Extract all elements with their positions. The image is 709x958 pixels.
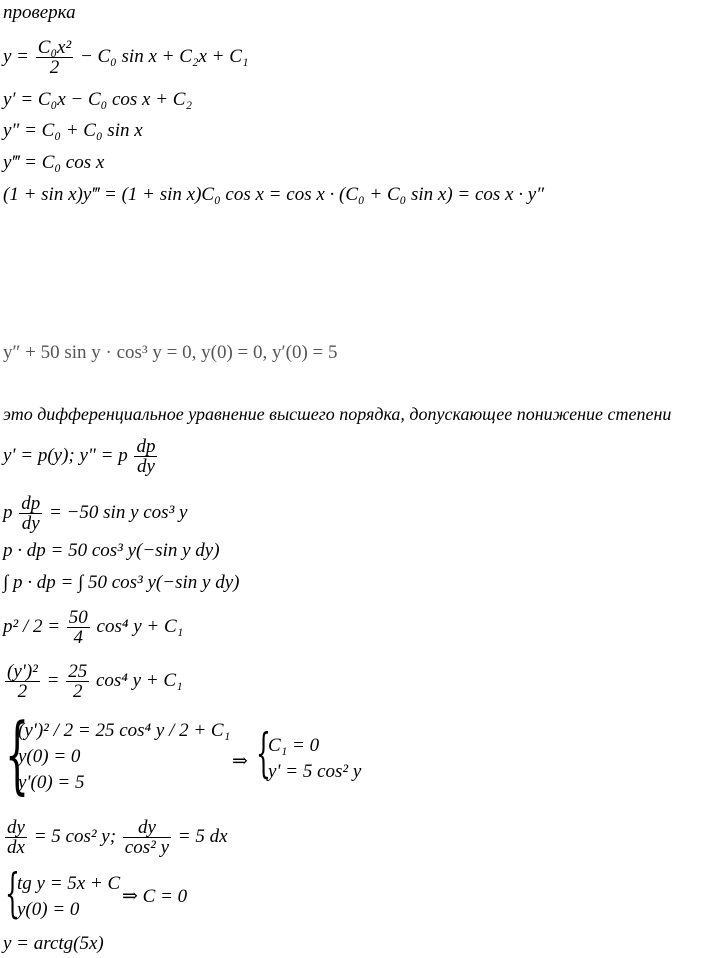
fraction-numerator: dp [136,436,156,457]
system-1-line-1: (y')² / 2 = 25 cos⁴ y / 2 + C₁ [18,720,231,741]
check-line-1 [3,38,249,77]
equation-5 [3,662,183,701]
equation-5-fraction-right [66,662,89,701]
fraction-denominator: dx [7,837,25,858]
equation-2: p · dp = 50 cos³ y(−sin y dy) [3,540,220,561]
substitution-lhs: y' = p(y); y" = p [3,444,128,466]
system-2-brace: { [256,724,271,784]
check-line-4: y‴ = C₀ cos x [3,152,105,173]
equation-4-fraction [67,608,90,647]
fraction-denominator: 2 [72,681,83,702]
fraction-numerator: 50 [68,607,88,628]
equation-6-rhs: = 5 dx [177,825,228,847]
system-1-line-3: y'(0) = 5 [18,772,85,793]
system-2-line-2: y' = 5 cos² y [268,761,362,782]
system-1-brace: { [5,705,30,803]
fraction-numerator: dy [7,817,25,838]
system-3-implies: ⇒ C = 0 [122,886,188,907]
fraction-denominator: 2 [17,681,28,702]
system-3-brace: { [5,864,20,924]
fraction-numerator: C₀x² [37,37,72,58]
equation-1-fraction [19,494,42,533]
system-1-line-2: y(0) = 0 [18,746,81,767]
equation-6 [3,818,228,857]
check-heading: проверка [3,2,76,23]
fraction-denominator: dy [137,456,155,477]
system-3-line-1: tg y = 5x + C [17,873,121,894]
equation-4-rhs: cos⁴ y + C₁ [96,615,184,637]
equation-5-rhs: cos⁴ y + C₁ [95,669,183,691]
equation-6-fraction-left [5,818,27,857]
substitution-line [3,437,159,476]
problem-statement: y″ + 50 sin y · cos³ y = 0, y(0) = 0, y′(0) = 5 [3,342,338,363]
equation-4-lhs: p² / 2 = [3,615,61,637]
equation-5-equals: = [46,669,60,691]
fraction-denominator: 4 [73,627,84,648]
fraction-numerator: (y')² [7,661,38,682]
system-2-lines [268,735,361,787]
system-3-line-2: y(0) = 0 [17,899,80,920]
equation-3: ∫ p · dp = ∫ 50 cos³ y(−sin y dy) [3,572,240,593]
equation-1-p: p [3,501,13,523]
system-3-lines [17,873,120,925]
equation-1-rhs: = −50 sin y cos³ y [49,501,188,523]
equation-4 [3,608,183,647]
fraction-numerator: dy [123,818,171,838]
check-line-1-rhs: − C₀ sin x + C₂x + C₁ [79,45,249,67]
fraction-denominator: cos² y [124,837,170,858]
equation-5-fraction-left [5,662,40,701]
final-answer: y = arctg(5x) [3,933,104,954]
fraction-numerator: 25 [68,661,88,682]
equation-6-fraction-right [123,818,171,857]
equation-6-mid: = 5 cos² y; [33,825,117,847]
check-line-5: (1 + sin x)y‴ = (1 + sin x)C₀ cos x = cos x · (C₀ + C₀ sin x) = cos x · y″ [3,184,545,205]
check-line-1-fraction [36,38,73,77]
fraction-denominator: 2 [49,57,60,78]
check-line-3: y″ = C₀ + C₀ sin x [3,120,143,141]
equation-1 [3,494,187,533]
substitution-fraction [134,437,157,476]
implies-arrow: ⇒ [232,751,248,772]
check-line-2: y′ = C₀x − C₀ cos x + C₂ [3,89,193,110]
system-2-line-1: C₁ = 0 [268,735,320,756]
system-1-lines [18,720,230,798]
fraction-denominator: dy [21,513,40,534]
check-line-1-lhs: y = [3,45,30,67]
problem-description: это дифференциальное уравнение высшего порядка, допускающее понижение степени [3,404,672,424]
fraction-numerator: dp [21,493,41,514]
